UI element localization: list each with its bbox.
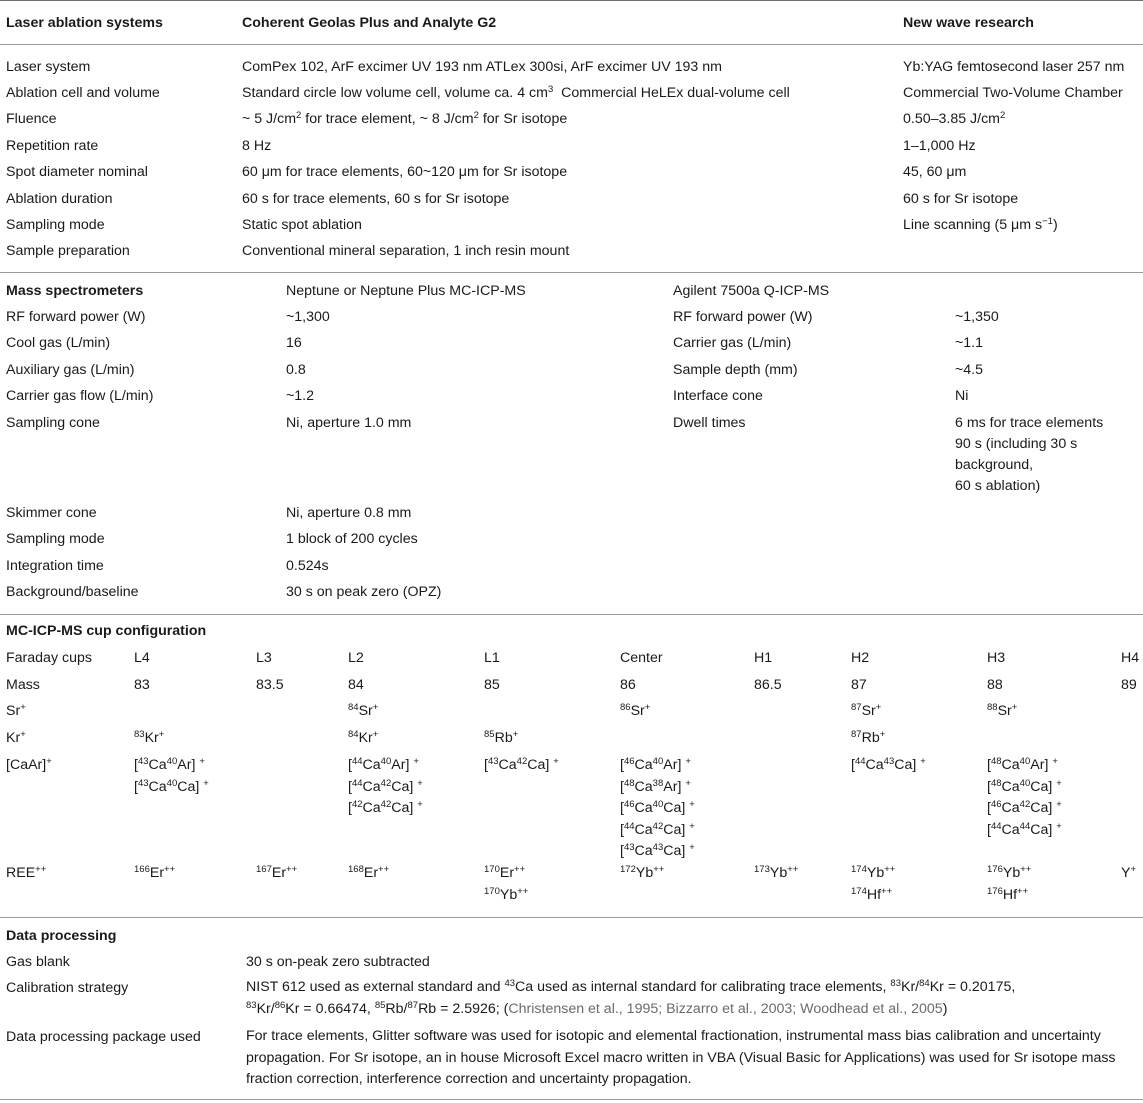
cup-mass: 89 [1121, 677, 1137, 693]
isotope: $^{86}$Sr+ [620, 702, 651, 719]
dwell-times-line: 60 s ablation) [955, 478, 1041, 494]
ree-ion: $^{173}$Yb++ [754, 864, 799, 881]
isotope: $^{85}$Rb+ [484, 729, 519, 746]
interference-ion: [$^{48}$Ca$^{40}$Ca] + [987, 777, 1062, 795]
ree-ion: $^{176}$Yb++ [987, 864, 1032, 881]
faraday-cups-label: Faraday cups [6, 650, 92, 666]
cup-mass: 86.5 [754, 677, 782, 693]
ree-ion: $^{174}$Yb++ [851, 864, 896, 881]
row-label: Repetition rate [6, 138, 99, 154]
interference-ion: [$^{44}$Ca$^{42}$Ca] + [348, 777, 423, 795]
cup-mass: 84 [348, 677, 364, 693]
interference-ion: [$^{44}$Ca$^{44}$Ca] + [987, 820, 1062, 838]
isotope: $^{83}$Kr+ [134, 729, 165, 746]
cups-section-title: MC-ICP-MS cup configuration [6, 623, 207, 639]
mass-row-value: 0.8 [286, 362, 306, 378]
cup-header: L2 [348, 650, 364, 666]
mass-row-value: Ni, aperture 1.0 mm [286, 415, 412, 431]
interference-ion: [$^{43}$Ca$^{40}$Ar] + [134, 756, 205, 773]
mass-row-label: Sampling mode [6, 531, 105, 547]
row-value: 60 s for trace elements, 60 s for Sr isotope [242, 191, 510, 207]
interference-ion: [$^{46}$Ca$^{40}$Ca] + [620, 799, 695, 816]
cup-header: L4 [134, 650, 150, 666]
row-value: 45, 60 μm [903, 164, 967, 180]
row-label: Fluence [6, 111, 57, 127]
interference-ion: [$^{44}$Ca$^{42}$Ca] + [620, 820, 695, 838]
mass-row-value: 30 s on peak zero (OPZ) [286, 584, 442, 600]
mass-row-value: 0.524s [286, 558, 329, 574]
mass-row-label: Background/baseline [6, 584, 139, 600]
table-top-rule [0, 0, 1143, 1]
row-value: Line scanning (5 μm $s^{-1}$) [903, 216, 1058, 233]
cup-mass: 88 [987, 677, 1003, 693]
row-value: ~ 5 $J/cm^2$ for trace element, ~ 8 $J/cm^2$ for Sr isotope [242, 110, 568, 127]
cup-header: H2 [851, 650, 870, 666]
isotope: $^{88}$Sr+ [987, 702, 1018, 719]
section-rule-proc [0, 917, 1143, 918]
row-value: Standard circle low volume cell, volume ca. 4 $cm^3$ Commercial HeLEx dual-volume cell [242, 84, 790, 101]
isotope: $^{84}$Kr+ [348, 729, 379, 746]
mass-section-title: Mass spectrometers [6, 283, 144, 299]
proc-section-title: Data processing [6, 928, 117, 944]
mass-col2-header: Agilent 7500a Q-ICP-MS [673, 283, 830, 299]
section-rule-mass [0, 272, 1143, 273]
mass-row-label: Dwell times [673, 415, 746, 431]
laser-header-rule [0, 44, 1143, 45]
cup-mass: 86 [620, 677, 636, 693]
cup-header: H4 [1121, 650, 1140, 666]
mass-row-value: 16 [286, 335, 302, 351]
mass-row-value: ~1.2 [286, 388, 315, 404]
row-value: ComPex 102, ArF excimer UV 193 nm ATLex 300si, ArF excimer UV 193 nm [242, 59, 722, 75]
gas-blank-label: Gas blank [6, 954, 70, 970]
interference-ion: [$^{48}$Ca$^{40}$Ar] + [987, 756, 1058, 773]
mass-row-value: 1 block of 200 cycles [286, 531, 418, 547]
laser-col1-header: Coherent Geolas Plus and Analyte G2 [242, 15, 497, 31]
dwell-times-line: 90 s (including 30 s [955, 436, 1078, 452]
dwell-times-line: 6 ms for trace elements [955, 415, 1104, 431]
row-value: 8 Hz [242, 138, 272, 154]
table-bottom-rule [0, 1099, 1143, 1100]
laser-col2-header: New wave research [903, 15, 1034, 31]
isotope: $^{87}$Sr+ [851, 702, 882, 719]
mass-row-value: ~1.1 [955, 335, 984, 351]
cup-mass: 87 [851, 677, 867, 693]
mass-row-value: Ni [955, 388, 969, 404]
mass-row-value: ~1,350 [955, 309, 999, 325]
laser-section-title: Laser ablation systems [6, 15, 163, 31]
package-value: For trace elements, Glitter software was used for isotopic and elemental fractionation, instrumental mass bias calibration and uncertainty propagation. For Sr isotope, an in house Microsoft Excel macro written in VBA (Visual Basic for Applications) was used for Sr isotope mass fraction correction, interference correction and uncertainty propagation. [246, 1028, 1116, 1087]
cup-header: Center [620, 650, 663, 666]
calibration-label: Calibration strategy [6, 980, 129, 996]
cup-mass: 83.5 [256, 677, 284, 693]
caar-ion-label: [CaAr]+ [6, 756, 52, 773]
mass-row-value: ~1,300 [286, 309, 330, 325]
row-value: Commercial Two-Volume Chamber [903, 85, 1123, 101]
mass-row-label: Skimmer cone [6, 505, 97, 521]
row-label: Laser system [6, 59, 91, 75]
mass-col1-header: Neptune or Neptune Plus MC-ICP-MS [286, 283, 526, 299]
mass-row-value: Ni, aperture 0.8 mm [286, 505, 412, 521]
mass-row-label: Interface cone [673, 388, 763, 404]
cup-header: H1 [754, 650, 773, 666]
citation-links: Christensen et al., 1995; Bizzarro et al., 2003; Woodhead et al., 2005 [508, 1000, 943, 1017]
row-label: Spot diameter nominal [6, 164, 148, 180]
row-label: Sampling mode [6, 217, 105, 233]
sr-ion-label: Sr+ [6, 702, 26, 719]
mass-row-value: ~4.5 [955, 362, 984, 378]
interference-ion: [$^{43}$Ca$^{40}$Ca] + [134, 777, 209, 795]
mass-row-label: Cool gas (L/min) [6, 335, 111, 351]
mass-row-label: Carrier gas flow (L/min) [6, 388, 154, 404]
cup-header: H3 [987, 650, 1006, 666]
dwell-times-line: background, [955, 457, 1034, 473]
row-value: 1–1,000 Hz [903, 138, 976, 154]
mass-row-label: RF forward power (W) [6, 309, 146, 325]
interference-ion: [$^{43}$Ca$^{42}$Ca] + [484, 756, 559, 773]
row-value: 60 μm for trace elements, 60~120 μm for Sr isotope [242, 164, 568, 180]
row-value: 60 s for Sr isotope [903, 191, 1019, 207]
row-value: Yb:YAG femtosecond laser 257 nm [903, 59, 1125, 75]
cup-mass: 85 [484, 677, 500, 693]
row-value: 0.50–3.85 $J/cm^2$ [903, 110, 1006, 127]
ree-ion: $^{174}$Hf++ [851, 885, 893, 903]
cup-header: L1 [484, 650, 500, 666]
interference-ion: [$^{43}$Ca$^{43}$Ca] + [620, 842, 695, 859]
section-rule-cups [0, 614, 1143, 615]
ree-ion: $^{167}$Er++ [256, 864, 298, 881]
interference-ion: [$^{48}$Ca$^{38}$Ar] + [620, 777, 691, 795]
gas-blank-value: 30 s on-peak zero subtracted [246, 954, 430, 970]
row-label: Ablation cell and volume [6, 85, 160, 101]
mass-row-label: Carrier gas (L/min) [673, 335, 792, 351]
mass-label: Mass [6, 677, 40, 693]
mass-row-label: Auxiliary gas (L/min) [6, 362, 135, 378]
ree-ion: $^{170}$Er++ [484, 864, 526, 881]
isotope: $^{87}$Rb+ [851, 729, 886, 746]
ree-ion: $^{168}$Er++ [348, 864, 390, 881]
interference-ion: [$^{44}$Ca$^{43}$Ca] + [851, 756, 926, 773]
mass-row-label: Integration time [6, 558, 104, 574]
mass-row-label: Sample depth (mm) [673, 362, 798, 378]
interference-ion: [$^{46}$Ca$^{40}$Ar] + [620, 756, 691, 773]
ree-ion: $^{170}$Yb++ [484, 885, 529, 903]
ree-ion: $^{166}$Er++ [134, 864, 176, 881]
kr-ion-label: Kr+ [6, 729, 26, 746]
ree-ion: $^{176}$Hf++ [987, 885, 1029, 903]
mass-row-label: RF forward power (W) [673, 309, 813, 325]
ree-ion-label: REE++ [6, 864, 47, 881]
interference-ion: [$^{42}$Ca$^{42}$Ca] + [348, 799, 423, 816]
interference-ion: [$^{46}$Ca$^{42}$Ca] + [987, 799, 1062, 816]
ree-ion: $^{172}$Yb++ [620, 864, 665, 881]
calibration-value: NIST 612 used as external standard and $^{43}$Ca used as internal standard for calibrating trace elements, $^{83}$Kr/$^{84}$Kr = 0.20175, $^{83}$Kr/$^{86}$Kr = 0.66474, $^{85}$Rb/$^{87}$Rb = 2.5926; (Christensen et al., 1995; Bizzarro et al., 2003; Woodhead et al., 2005) [246, 978, 1016, 1017]
row-label: Sample preparation [6, 243, 130, 259]
mass-row-label: Sampling cone [6, 415, 100, 431]
ree-h4: Y+ [1121, 864, 1137, 881]
cup-mass: 83 [134, 677, 150, 693]
row-label: Ablation duration [6, 191, 113, 207]
package-label: Data processing package used [6, 1029, 201, 1045]
cup-header: L3 [256, 650, 272, 666]
interference-ion: [$^{44}$Ca$^{40}$Ar] + [348, 756, 419, 773]
row-value: Conventional mineral separation, 1 inch resin mount [242, 243, 570, 259]
row-value: Static spot ablation [242, 217, 362, 233]
isotope: $^{84}$Sr+ [348, 702, 379, 719]
